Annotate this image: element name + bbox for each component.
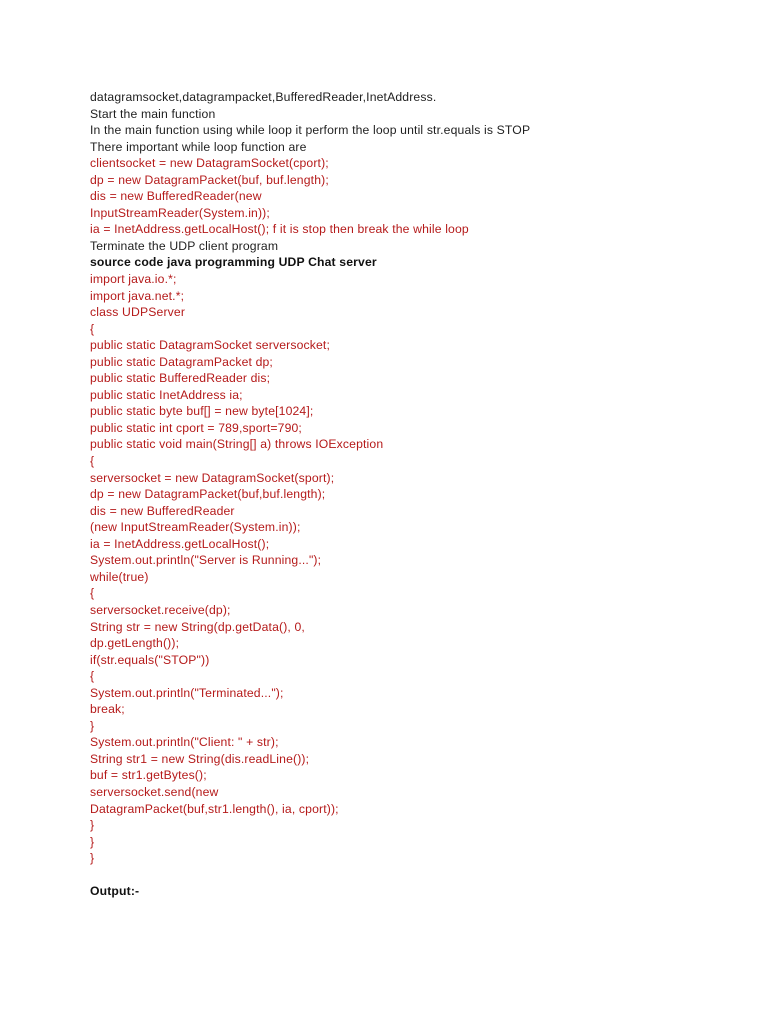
text-line: There important while loop function are [90, 139, 307, 154]
code-line: if(str.equals("STOP")) [90, 652, 210, 667]
code-line: public static DatagramPacket dp; [90, 354, 273, 369]
code-line: DatagramPacket(buf,str1.length(), ia, cport)); [90, 801, 339, 816]
code-line: System.out.println("Server is Running..."); [90, 553, 322, 568]
code-line: public static void main(String[] a) throws IOException [90, 437, 384, 452]
text-line: In the main function using while loop it perform the loop until str.equals is STOP [90, 123, 531, 138]
text-line: Terminate the UDP client program [90, 238, 279, 253]
code-line: ia = InetAddress.getLocalHost(); f it is stop then break the while loop [90, 222, 469, 237]
code-line: { [90, 454, 95, 469]
code-line: clientsocket = new DatagramSocket(cport); [90, 156, 329, 171]
code-line: public static DatagramSocket serversocket; [90, 338, 330, 353]
code-line: System.out.println("Client: " + str); [90, 735, 279, 750]
section-heading: Output:- [90, 884, 140, 899]
code-line: serversocket.send(new [90, 784, 219, 799]
code-line: class UDPServer [90, 305, 186, 320]
code-line: public static InetAddress ia; [90, 387, 243, 402]
blank-line [90, 867, 750, 884]
code-line: System.out.println("Terminated..."); [90, 685, 284, 700]
text-line: datagramsocket,datagrampacket,BufferedReader,InetAddress. [90, 90, 437, 104]
code-line: String str1 = new String(dis.readLine()); [90, 751, 310, 766]
code-line: dp.getLength()); [90, 636, 180, 651]
code-line: } [90, 718, 95, 733]
code-line: dis = new BufferedReader(new [90, 189, 262, 204]
code-line: serversocket = new DatagramSocket(sport); [90, 470, 335, 485]
code-line: serversocket.receive(dp); [90, 602, 231, 617]
code-line: import java.net.*; [90, 288, 185, 303]
code-line: public static int cport = 789,sport=790; [90, 420, 302, 435]
code-line: String str = new String(dp.getData(), 0, [90, 619, 305, 634]
code-line: } [90, 818, 95, 833]
code-line: while(true) [90, 569, 149, 584]
section-heading: source code java programming UDP Chat server [90, 255, 377, 270]
code-line: dp = new DatagramPacket(buf, buf.length); [90, 172, 329, 187]
code-line: ia = InetAddress.getLocalHost(); [90, 536, 270, 551]
code-line: InputStreamReader(System.in)); [90, 205, 270, 220]
code-line: public static byte buf[] = new byte[1024]; [90, 404, 314, 419]
code-line: dp = new DatagramPacket(buf,buf.length); [90, 487, 326, 502]
code-line: { [90, 586, 95, 601]
code-line: break; [90, 702, 125, 717]
text-line: Start the main function [90, 106, 216, 121]
code-line: (new InputStreamReader(System.in)); [90, 520, 301, 535]
code-line: public static BufferedReader dis; [90, 371, 271, 386]
code-line: buf = str1.getBytes(); [90, 768, 207, 783]
code-line: } [90, 834, 95, 849]
code-line: } [90, 851, 95, 866]
document-page [90, 89, 750, 900]
code-line: { [90, 321, 95, 336]
code-line: import java.io.*; [90, 272, 177, 287]
code-line: dis = new BufferedReader [90, 503, 235, 518]
code-line: { [90, 669, 95, 684]
